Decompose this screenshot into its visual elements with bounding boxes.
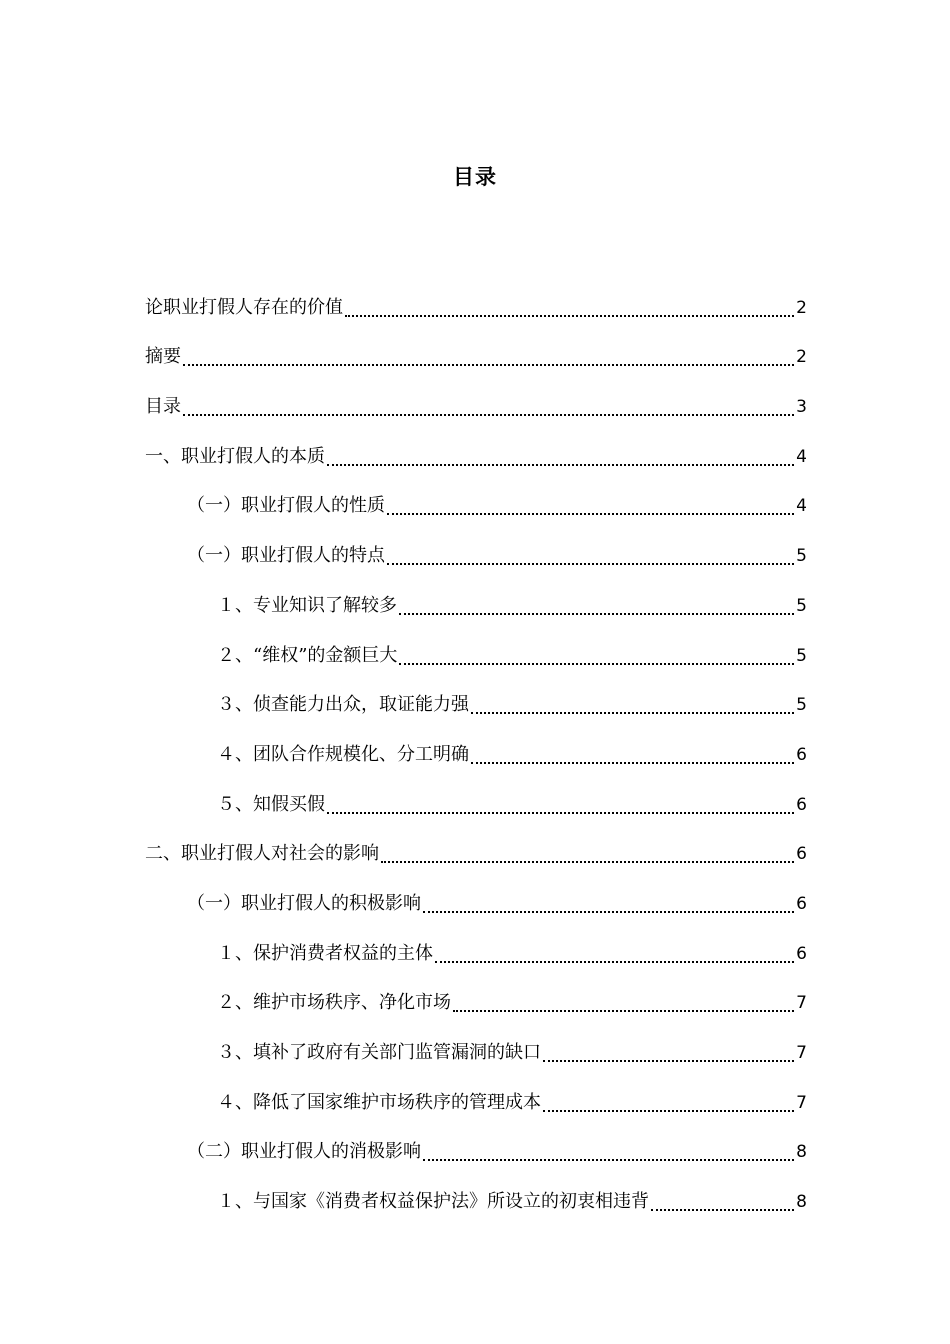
- toc-dot-leader: [183, 413, 794, 416]
- toc-dot-leader: [327, 811, 794, 814]
- toc-entry-label: （一）职业打假人的积极影响: [187, 892, 421, 914]
- toc-entry-page-number: 6: [796, 744, 807, 765]
- toc-entry-page-number: 7: [796, 993, 807, 1014]
- toc-entry[interactable]: [145, 523, 807, 573]
- toc-dot-leader: [543, 1109, 794, 1112]
- toc-entry-page-number: 2: [796, 347, 807, 368]
- toc-entry-label: １、保护消费者权益的主体: [217, 942, 433, 964]
- toc-entry-page-number: 4: [796, 446, 807, 467]
- toc-entry[interactable]: [145, 722, 807, 772]
- toc-entry[interactable]: [145, 921, 807, 971]
- toc-dot-leader: [651, 1208, 794, 1211]
- toc-entry[interactable]: [145, 1020, 807, 1070]
- toc-dot-leader: [435, 960, 794, 963]
- toc-dot-leader: [345, 314, 794, 317]
- toc-entry[interactable]: [145, 971, 807, 1021]
- toc-dot-leader: [453, 1009, 794, 1012]
- toc-dot-leader: [399, 612, 794, 615]
- toc-entry-label: ２、“维权”的金额巨大: [217, 644, 398, 666]
- toc-entry[interactable]: [145, 275, 807, 325]
- toc-entry[interactable]: [145, 1120, 807, 1170]
- toc-dot-leader: [471, 761, 794, 764]
- toc-dot-leader: [543, 1059, 794, 1062]
- toc-dot-leader: [183, 363, 794, 366]
- toc-entry-label: ３、填补了政府有关部门监管漏洞的缺口: [217, 1042, 541, 1063]
- toc-entry-page-number: 5: [796, 695, 807, 716]
- toc-entry-page-number: 2: [796, 297, 807, 318]
- toc-entry-label: （一）职业打假人的性质: [187, 495, 385, 517]
- toc-list: [145, 275, 807, 1219]
- toc-entry[interactable]: [145, 822, 807, 872]
- toc-entry[interactable]: [145, 871, 807, 921]
- toc-dot-leader: [423, 1158, 794, 1161]
- toc-dot-leader: [327, 463, 794, 466]
- toc-entry[interactable]: [145, 772, 807, 822]
- toc-entry-page-number: 7: [796, 1043, 807, 1063]
- toc-entry-page-number: 3: [796, 397, 807, 418]
- toc-entry-label: １、与国家《消费者权益保护法》所设立的初衷相违背: [217, 1191, 649, 1213]
- toc-entry[interactable]: [145, 424, 807, 474]
- toc-dot-leader: [387, 562, 794, 565]
- toc-dot-leader: [471, 711, 794, 714]
- toc-entry-label: 目录: [145, 396, 181, 418]
- toc-entry[interactable]: [145, 374, 807, 424]
- toc-dot-leader: [387, 512, 794, 515]
- toc-entry-page-number: 5: [796, 645, 807, 666]
- toc-entry-page-number: 6: [796, 844, 807, 865]
- toc-entry-label: 论职业打假人存在的价值: [145, 296, 343, 318]
- toc-entry-page-number: 6: [796, 943, 807, 964]
- toc-title: 目录: [453, 165, 497, 189]
- toc-entry-page-number: 4: [796, 496, 807, 517]
- toc-entry-page-number: 5: [796, 546, 807, 567]
- toc-dot-leader: [423, 910, 794, 913]
- toc-dot-leader: [381, 860, 794, 863]
- toc-entry-label: 一、职业打假人的本质: [145, 445, 325, 467]
- toc-entry-label: ３、侦查能力出众，取证能力强: [217, 694, 469, 716]
- toc-entry-label: ５、知假买假: [217, 793, 325, 815]
- toc-entry-page-number: 8: [796, 1192, 807, 1213]
- toc-entry[interactable]: [145, 1169, 807, 1219]
- toc-entry-label: ４、团队合作规模化、分工明确: [217, 743, 469, 765]
- toc-entry[interactable]: [145, 623, 807, 673]
- toc-entry-page-number: 6: [796, 893, 807, 914]
- toc-entry-page-number: 5: [796, 595, 807, 616]
- toc-entry-label: 摘要: [145, 346, 181, 368]
- toc-entry-label: １、专业知识了解较多: [217, 594, 397, 616]
- toc-entry[interactable]: [145, 673, 807, 723]
- toc-entry-page-number: 7: [796, 1092, 807, 1113]
- toc-entry-label: 二、职业打假人对社会的影响: [145, 843, 379, 865]
- toc-entry[interactable]: [145, 474, 807, 524]
- toc-entry-label: ４、降低了国家维护市场秩序的管理成本: [217, 1091, 541, 1113]
- toc-entry[interactable]: [145, 325, 807, 375]
- toc-entry-label: ２、维护市场秩序、净化市场: [217, 992, 451, 1014]
- toc-entry-label: （二）职业打假人的消极影响: [187, 1141, 421, 1163]
- toc-entry[interactable]: [145, 1070, 807, 1120]
- toc-entry[interactable]: [145, 573, 807, 623]
- toc-entry-page-number: 8: [796, 1142, 807, 1163]
- toc-dot-leader: [399, 662, 794, 665]
- toc-entry-page-number: 6: [796, 794, 807, 815]
- toc-entry-label: （一）职业打假人的特点: [187, 545, 385, 567]
